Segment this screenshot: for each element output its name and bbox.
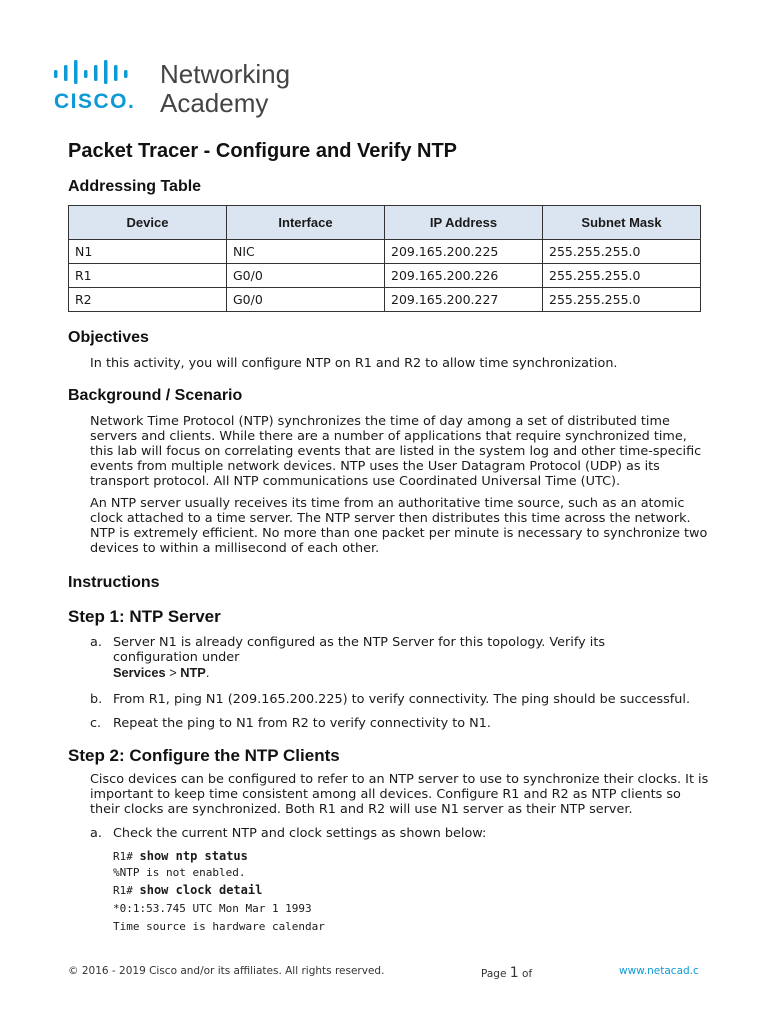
step1-heading: Step 1: NTP Server (68, 607, 221, 626)
ui-path-separator: > (165, 665, 181, 680)
step2-heading: Step 2: Configure the NTP Clients (68, 746, 340, 765)
col-subnet-mask: Subnet Mask (543, 206, 701, 240)
background-paragraph-1: Network Time Protocol (NTP) synchronizes the time of day among a set of distributed time servers and clients. While there are a number of applications that require synchronized time, this lab will focus on correlating events that are listed in the system log and other time-specific events from multiple network devices. NTP uses the User Datagram Protocol (UDP) as its transport protocol. All NTP communications use Coordinated Universal Time (UTC). (90, 414, 702, 489)
col-device: Device (69, 206, 227, 240)
footer-website-link[interactable]: www.netacad.c (619, 965, 699, 977)
ui-path (113, 665, 713, 680)
cell-device: N1 (69, 240, 227, 264)
cli-output: Time source is hardware calendar (113, 920, 325, 933)
ui-path-end: . (205, 665, 210, 680)
table-row (69, 240, 701, 264)
step1-item-b: From R1, ping N1 (209.165.200.225) to verify connectivity. The ping should be successful. (113, 692, 691, 707)
list-marker: c. (90, 716, 102, 731)
cli-line (113, 883, 262, 898)
cli-prompt: R1# (113, 850, 140, 863)
cell-interface: G0/0 (227, 264, 385, 288)
cisco-wordmark: CISCO. (54, 90, 136, 113)
cell-mask: 255.255.255.0 (543, 288, 701, 312)
footer-copyright: © 2016 - 2019 Cisco and/or its affiliates. All rights reserved. (68, 965, 385, 977)
list-marker: a. (90, 635, 102, 650)
step1-item-c: Repeat the ping to N1 from R2 to verify connectivity to N1. (113, 716, 491, 731)
instructions-heading: Instructions (68, 574, 160, 591)
footer-page (481, 965, 532, 981)
cell-mask: 255.255.255.0 (543, 264, 701, 288)
cell-ip: 209.165.200.226 (385, 264, 543, 288)
objectives-heading: Objectives (68, 329, 149, 346)
addressing-table (68, 205, 701, 312)
cisco-bars-icon (54, 60, 146, 84)
table-row (69, 288, 701, 312)
cli-command: show ntp status (139, 849, 248, 863)
cell-device: R2 (69, 288, 227, 312)
cli-command: show clock detail (139, 883, 263, 897)
step1-item-a-text: Server N1 is already configured as the NTP Server for this topology. Verify its configuration under (113, 635, 606, 665)
table-row (69, 264, 701, 288)
document-title: Packet Tracer - Configure and Verify NTP (68, 140, 458, 162)
background-paragraph-2: An NTP server usually receives its time from an authoritative time source, such as an atomic clock attached to a time server. The NTP server then distributes this time across the network. NTP is extremely efficient. No more than one packet per minute is necessary to synchronize two devices to within a millisecond of each other. (90, 496, 708, 556)
col-interface: Interface (227, 206, 385, 240)
cell-interface: NIC (227, 240, 385, 264)
step1-item-a (113, 635, 713, 680)
col-ip-address: IP Address (385, 206, 543, 240)
background-heading: Background / Scenario (68, 387, 243, 404)
cell-interface: G0/0 (227, 288, 385, 312)
cell-ip: 209.165.200.227 (385, 288, 543, 312)
cli-prompt: R1# (113, 884, 140, 897)
step2-item-a: Check the current NTP and clock settings as shown below: (113, 826, 487, 841)
cell-mask: 255.255.255.0 (543, 240, 701, 264)
cell-ip: 209.165.200.225 (385, 240, 543, 264)
page-of: of (522, 968, 533, 980)
logo-academy: Academy (160, 88, 269, 118)
cli-output: %NTP is not enabled. (113, 866, 246, 879)
page-number: 1 (509, 965, 519, 981)
objectives-text: In this activity, you will configure NTP on R1 and R2 to allow time synchronization. (90, 356, 618, 371)
ui-path-ntp: NTP (180, 665, 206, 680)
cli-line (113, 849, 248, 864)
cell-device: R1 (69, 264, 227, 288)
list-marker: b. (90, 692, 103, 707)
list-marker: a. (90, 826, 102, 841)
ui-path-services: Services (113, 665, 166, 680)
cli-output: *0:1:53.745 UTC Mon Mar 1 1993 (113, 902, 312, 915)
addressing-heading: Addressing Table (68, 178, 202, 195)
logo-networking: Networking (160, 59, 291, 89)
step2-intro: Cisco devices can be configured to refer to an NTP server to use to synchronize their clocks. It is important to keep time consistent among all devices. Configure R1 and R2 as NTP clients so their clocks are synchronized. Both R1 and R2 will use N1 server as their NTP server. (90, 772, 709, 817)
page-label: Page (481, 968, 507, 980)
